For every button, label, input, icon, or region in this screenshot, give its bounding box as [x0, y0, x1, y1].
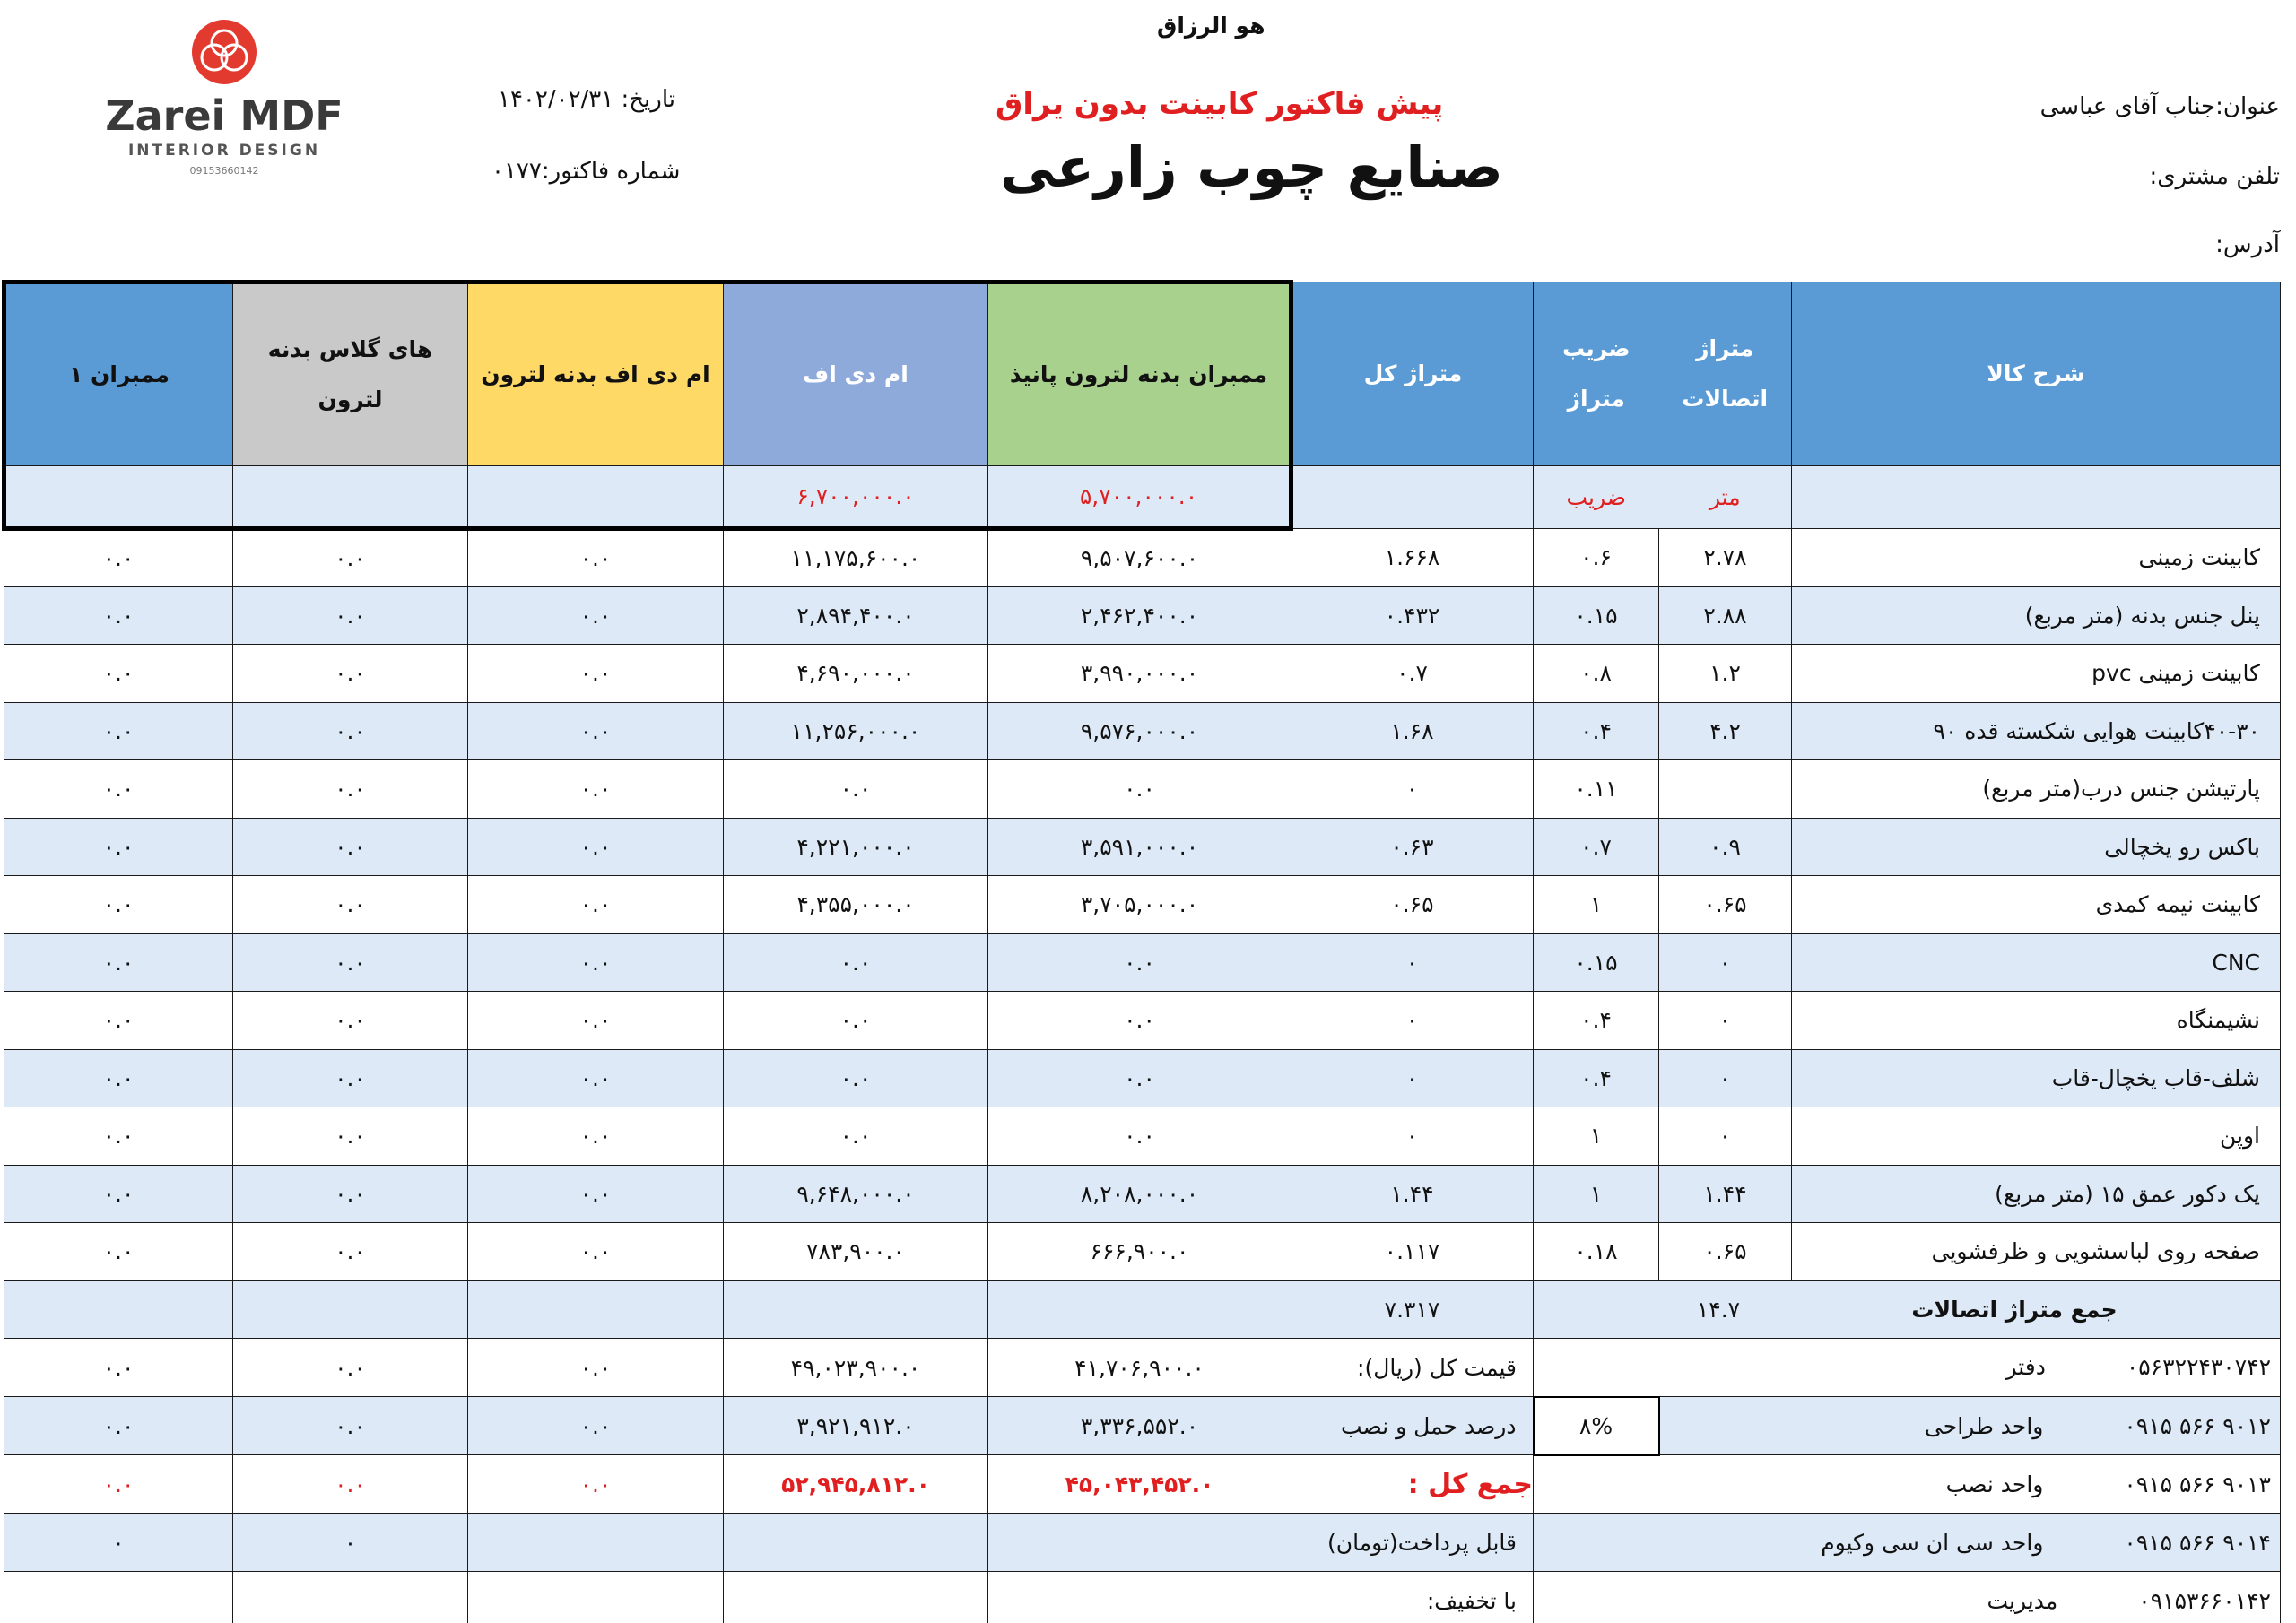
total-price-row-label: قیمت کل (ریال): [1292, 1339, 1534, 1397]
cell-membran1: ۰.۰ [4, 586, 233, 645]
col-header-coef: ضریب متراژ [1534, 282, 1659, 466]
contact-cell [1659, 1397, 2281, 1455]
payable-row-mdf_l [468, 1514, 724, 1572]
cell-conn-area: ۱.۴۴ [1659, 1165, 1792, 1223]
grand-total-row-glass: ۰.۰ [233, 1455, 468, 1514]
cell-membran1: ۰.۰ [4, 1107, 233, 1166]
invoice-number [491, 158, 680, 185]
cell-coef: ۰.۱۸ [1534, 1223, 1659, 1281]
cell-membran-pineapple: ۰.۰ [988, 760, 1292, 819]
cell-desc: کابینت نیمه کمدی [1792, 876, 2281, 934]
cell-mdf-letron: ۰.۰ [468, 992, 724, 1050]
contact-cell [1534, 1339, 2281, 1397]
address-label: آدرس: [2215, 231, 2280, 258]
install-row [4, 1397, 2281, 1455]
cell-membran1: ۰.۰ [4, 702, 233, 760]
contact-value: ۰۹۱۵ ۵۶۶ ۹۰۱۴ [2124, 1529, 2271, 1556]
cell-membran1: ۰.۰ [4, 818, 233, 876]
customer-phone-label: تلفن مشتری: [2149, 163, 2280, 190]
contact-value: ۰۵۶۳۲۲۴۳۰۷۴۲ [2126, 1354, 2271, 1381]
cell-coef: ۰.۸ [1534, 645, 1659, 703]
unit-price-mdf: ۶,۷۰۰,۰۰۰.۰ [724, 466, 988, 529]
cell-mdf: ۴,۳۵۵,۰۰۰.۰ [724, 876, 988, 934]
cell-glass-letron: ۰.۰ [233, 1049, 468, 1107]
cell-coef: ۰.۴ [1534, 702, 1659, 760]
cell-membran-pineapple: ۳,۷۰۵,۰۰۰.۰ [988, 876, 1292, 934]
cell-total-area: ۰ [1292, 1049, 1534, 1107]
install-row-membran: ۳,۳۳۶,۵۵۲.۰ [988, 1397, 1292, 1455]
install-percent-cell: ۸% [1534, 1397, 1659, 1455]
cell-glass-letron: ۰.۰ [233, 1223, 468, 1281]
cell-mdf: ۰.۰ [724, 992, 988, 1050]
col-header-membran-pineapple: ممبران بدنه لترون پانیذ [988, 282, 1292, 466]
cell-mdf-letron: ۰.۰ [468, 760, 724, 819]
cell-total-area: ۰ [1292, 992, 1534, 1050]
cell-coef: ۰.۷ [1534, 818, 1659, 876]
cell-conn-area: ۰ [1659, 1049, 1792, 1107]
sum-empty-cell [4, 1280, 233, 1339]
table-row [4, 586, 2281, 645]
cell-glass-letron: ۰.۰ [233, 1165, 468, 1223]
cell-membran-pineapple: ۹,۵۰۷,۶۰۰.۰ [988, 529, 1292, 587]
cell-glass-letron: ۰.۰ [233, 1107, 468, 1166]
sum-empty-cell [724, 1280, 988, 1339]
total-price-row-mdf_l: ۰.۰ [468, 1339, 724, 1397]
cell-conn-area: ۰ [1659, 1107, 1792, 1166]
rose-logo-icon [184, 16, 265, 88]
table-row [4, 933, 2281, 992]
cell-mdf-letron: ۰.۰ [468, 876, 724, 934]
cell-glass-letron: ۰.۰ [233, 760, 468, 819]
cell-membran1: ۰.۰ [4, 876, 233, 934]
cell-membran-pineapple: ۰.۰ [988, 992, 1292, 1050]
discount-row-mdf [724, 1572, 988, 1623]
total-price-row-glass: ۰.۰ [233, 1339, 468, 1397]
table-row [4, 1223, 2281, 1281]
cell-mdf-letron: ۰.۰ [468, 818, 724, 876]
cell-mdf-letron: ۰.۰ [468, 1049, 724, 1107]
contact-label: واحد طراحی [1924, 1412, 2044, 1439]
cell-mdf: ۰.۰ [724, 1107, 988, 1166]
unit-desc [1792, 466, 2281, 529]
cell-membran1: ۰.۰ [4, 529, 233, 587]
col-header-mdf-letron: ام دی اف بدنه لترون [468, 282, 724, 466]
grand-total-row-membran: ۴۵,۰۴۳,۴۵۲.۰ [988, 1455, 1292, 1514]
customer-name: عنوان:جناب آقای عباسی [2039, 93, 2280, 120]
cell-membran1: ۰.۰ [4, 760, 233, 819]
unit-glass [233, 466, 468, 529]
cell-conn-area: ۰ [1659, 933, 1792, 992]
cell-desc: CNC [1792, 933, 2281, 992]
table-row [4, 992, 2281, 1050]
contact-value: ۰۹۱۵۳۶۶۰۱۴۲ [2138, 1587, 2271, 1614]
contact-label: مدیریت [1987, 1587, 2058, 1614]
unit-m1 [4, 466, 233, 529]
contact-cell [1534, 1514, 2281, 1572]
payable-row-label: قابل پرداخت(تومان) [1292, 1514, 1534, 1572]
payable-row-glass: ۰ [233, 1514, 468, 1572]
total-price-row-mdf: ۴۹,۰۲۳,۹۰۰.۰ [724, 1339, 988, 1397]
cell-desc: کابینت زمینی [1792, 529, 2281, 587]
discount-row-label: با تخفیف: [1292, 1572, 1534, 1623]
cell-desc: کابینت زمینی pvc [1792, 645, 2281, 703]
cell-membran-pineapple: ۸,۲۰۸,۰۰۰.۰ [988, 1165, 1292, 1223]
cell-membran-pineapple: ۳,۹۹۰,۰۰۰.۰ [988, 645, 1292, 703]
table-row [4, 1049, 2281, 1107]
sum-conn-cell [1534, 1280, 2281, 1339]
col-header-glass-letron: های گلاس بدنه لترون [233, 282, 468, 466]
cell-mdf-letron: ۰.۰ [468, 529, 724, 587]
cell-glass-letron: ۰.۰ [233, 529, 468, 587]
cell-membran-pineapple: ۰.۰ [988, 933, 1292, 992]
unit-coef: ضریب [1534, 466, 1659, 529]
discount-row [4, 1572, 2281, 1623]
contact-value: ۰۹۱۵ ۵۶۶ ۹۰۱۳ [2124, 1471, 2271, 1497]
payable-row-m1: ۰ [4, 1514, 233, 1572]
table-row [4, 760, 2281, 819]
total-price-row-membran: ۴۱,۷۰۶,۹۰۰.۰ [988, 1339, 1292, 1397]
grand-total-row [4, 1455, 2281, 1514]
sum-empty-cell [233, 1280, 468, 1339]
sum-total-area: ۷.۳۱۷ [1292, 1280, 1534, 1339]
cell-coef: ۰.۶ [1534, 529, 1659, 587]
cell-total-area: ۱.۶۸ [1292, 702, 1534, 760]
date-value: ۱۴۰۲/۰۲/۳۱ [498, 86, 614, 113]
cell-mdf: ۰.۰ [724, 933, 988, 992]
cell-conn-area: ۰.۶۵ [1659, 1223, 1792, 1281]
unit-total-area [1292, 466, 1534, 529]
cell-desc: شلف-قاب یخچال-قاب [1792, 1049, 2281, 1107]
cell-membran1: ۰.۰ [4, 1223, 233, 1281]
grand-total-row-m1: ۰.۰ [4, 1455, 233, 1514]
date-label: تاریخ: [621, 86, 676, 113]
contact-label: واحد نصب [1945, 1471, 2044, 1497]
cell-membran1: ۰.۰ [4, 1165, 233, 1223]
cell-conn-area [1659, 760, 1792, 819]
cell-mdf-letron: ۰.۰ [468, 1223, 724, 1281]
cell-coef: ۰.۱۵ [1534, 586, 1659, 645]
invoice-table [2, 280, 2281, 1623]
cell-conn-area: ۰.۶۵ [1659, 876, 1792, 934]
cell-membran-pineapple: ۶۶۶,۹۰۰.۰ [988, 1223, 1292, 1281]
payable-row-mdf [724, 1514, 988, 1572]
cell-desc: اوپن [1792, 1107, 2281, 1166]
sum-empty-cell [988, 1280, 1292, 1339]
discount-row-mdf_l [468, 1572, 724, 1623]
table-row [4, 1107, 2281, 1166]
cell-total-area: ۰ [1292, 933, 1534, 992]
cell-total-area: ۱.۴۴ [1292, 1165, 1534, 1223]
discount-row-membran [988, 1572, 1292, 1623]
unit-mdf-letron [468, 466, 724, 529]
company-logo [99, 16, 350, 195]
cell-conn-area: ۰.۹ [1659, 818, 1792, 876]
cell-mdf: ۲,۸۹۴,۴۰۰.۰ [724, 586, 988, 645]
cell-total-area: ۰.۷ [1292, 645, 1534, 703]
invoice-no-value: ۰۱۷۷ [491, 158, 542, 185]
logo-phone: 09153660142 [189, 165, 259, 177]
sum-empty-cell [468, 1280, 724, 1339]
cell-glass-letron: ۰.۰ [233, 933, 468, 992]
cell-mdf-letron: ۰.۰ [468, 702, 724, 760]
cell-total-area: ۰.۶۵ [1292, 876, 1534, 934]
table-row [4, 645, 2281, 703]
cell-membran-pineapple: ۹,۵۷۶,۰۰۰.۰ [988, 702, 1292, 760]
table-row [4, 1165, 2281, 1223]
cell-mdf: ۹,۶۴۸,۰۰۰.۰ [724, 1165, 988, 1223]
cell-glass-letron: ۰.۰ [233, 586, 468, 645]
contact-label: واحد سی ان سی وکیوم [1821, 1529, 2044, 1556]
invoice-title: پیش فاکتور کابینت بدون یراق [996, 86, 1444, 122]
table-row [4, 529, 2281, 587]
sum-conn-value: ۱۴.۷ [1696, 1296, 1741, 1323]
payable-row [4, 1514, 2281, 1572]
cell-desc: پارتیشن جنس درب(متر مربع) [1792, 760, 2281, 819]
payable-row-membran [988, 1514, 1292, 1572]
cell-mdf: ۱۱,۱۷۵,۶۰۰.۰ [724, 529, 988, 587]
install-row-glass: ۰.۰ [233, 1397, 468, 1455]
cell-membran-pineapple: ۰.۰ [988, 1049, 1292, 1107]
total-price-row-m1: ۰.۰ [4, 1339, 233, 1397]
logo-subtitle: INTERIOR DESIGN [127, 142, 321, 160]
contact-cell [1534, 1455, 2281, 1514]
cell-desc: صفحه روی لباسشویی و ظرفشویی [1792, 1223, 2281, 1281]
col-header-desc: شرح کالا [1792, 282, 2281, 466]
invoice-table-body [4, 282, 2281, 1623]
header-row [4, 282, 2281, 466]
cell-desc: یک دکور عمق ۱۵ (متر مربع) [1792, 1165, 2281, 1223]
cell-coef: ۱ [1534, 1165, 1659, 1223]
cell-coef: ۰.۴ [1534, 992, 1659, 1050]
cell-desc: ۴۰-۳۰کابینت هوایی شکسته قده ۹۰ [1792, 702, 2281, 760]
invoice-no-label: شماره فاکتور: [541, 158, 681, 185]
discount-row-glass [233, 1572, 468, 1623]
table-row [4, 876, 2281, 934]
unit-price-membran: ۵,۷۰۰,۰۰۰.۰ [988, 466, 1292, 529]
table-row [4, 702, 2281, 760]
cell-conn-area: ۱.۲ [1659, 645, 1792, 703]
cell-total-area: ۰.۶۳ [1292, 818, 1534, 876]
cell-coef: ۰.۱۱ [1534, 760, 1659, 819]
cell-total-area: ۰ [1292, 760, 1534, 819]
cell-mdf-letron: ۰.۰ [468, 1165, 724, 1223]
company-name: صنایع چوب زارعی [1000, 135, 1503, 200]
grand-total-row-label: جمع کل : [1292, 1455, 1534, 1514]
col-header-membran1: ممبران ۱ [4, 282, 233, 466]
cell-total-area: ۰.۴۳۲ [1292, 586, 1534, 645]
install-row-mdf_l: ۰.۰ [468, 1397, 724, 1455]
cell-glass-letron: ۰.۰ [233, 818, 468, 876]
cell-membran1: ۰.۰ [4, 645, 233, 703]
logo-brand: Zarei MDF [105, 91, 344, 140]
cell-conn-area: ۰ [1659, 992, 1792, 1050]
cell-desc: نشیمنگاه [1792, 992, 2281, 1050]
cell-mdf-letron: ۰.۰ [468, 586, 724, 645]
grand-total-row-mdf: ۵۲,۹۴۵,۸۱۲.۰ [724, 1455, 988, 1514]
table-row [4, 818, 2281, 876]
cell-coef: ۱ [1534, 876, 1659, 934]
total-price-row [4, 1339, 2281, 1397]
cell-mdf-letron: ۰.۰ [468, 1107, 724, 1166]
cell-mdf: ۱۱,۲۵۶,۰۰۰.۰ [724, 702, 988, 760]
cell-coef: ۰.۴ [1534, 1049, 1659, 1107]
cell-mdf: ۴,۶۹۰,۰۰۰.۰ [724, 645, 988, 703]
cell-total-area: ۱.۶۶۸ [1292, 529, 1534, 587]
cell-total-area: ۰.۱۱۷ [1292, 1223, 1534, 1281]
cell-membran1: ۰.۰ [4, 933, 233, 992]
cell-conn-area: ۲.۸۸ [1659, 586, 1792, 645]
cell-mdf-letron: ۰.۰ [468, 933, 724, 992]
cell-conn-area: ۲.۷۸ [1659, 529, 1792, 587]
cell-coef: ۰.۱۵ [1534, 933, 1659, 992]
install-row-mdf: ۳,۹۲۱,۹۱۲.۰ [724, 1397, 988, 1455]
col-header-total-area: متراژ کل [1292, 282, 1534, 466]
unit-price-row [4, 466, 2281, 529]
cell-glass-letron: ۰.۰ [233, 992, 468, 1050]
cell-conn-area: ۴.۲ [1659, 702, 1792, 760]
cell-glass-letron: ۰.۰ [233, 645, 468, 703]
contact-cell [1534, 1572, 2281, 1623]
contact-value: ۰۹۱۵ ۵۶۶ ۹۰۱۲ [2124, 1412, 2271, 1439]
contact-label: دفتر [2005, 1354, 2046, 1381]
cell-membran1: ۰.۰ [4, 1049, 233, 1107]
cell-mdf-letron: ۰.۰ [468, 645, 724, 703]
cell-membran-pineapple: ۳,۵۹۱,۰۰۰.۰ [988, 818, 1292, 876]
grand-total-row-mdf_l: ۰.۰ [468, 1455, 724, 1514]
sum-conn-label: جمع متراژ اتصالات [1911, 1296, 2118, 1323]
cell-membran1: ۰.۰ [4, 992, 233, 1050]
cell-membran-pineapple: ۲,۴۶۲,۴۰۰.۰ [988, 586, 1292, 645]
cell-membran-pineapple: ۰.۰ [988, 1107, 1292, 1166]
cell-total-area: ۰ [1292, 1107, 1534, 1166]
cell-mdf: ۴,۲۲۱,۰۰۰.۰ [724, 818, 988, 876]
discount-row-m1 [4, 1572, 233, 1623]
cell-desc: باکس رو یخچالی [1792, 818, 2281, 876]
col-header-mdf: ام دی اف [724, 282, 988, 466]
cell-mdf: ۷۸۳,۹۰۰.۰ [724, 1223, 988, 1281]
cell-glass-letron: ۰.۰ [233, 702, 468, 760]
cell-mdf: ۰.۰ [724, 1049, 988, 1107]
unit-conn: متر [1659, 466, 1792, 529]
install-row-m1: ۰.۰ [4, 1397, 233, 1455]
sum-conn-row [4, 1280, 2281, 1339]
invoice-date [498, 86, 675, 113]
cell-coef: ۱ [1534, 1107, 1659, 1166]
top-blessing: هو الرزاق [1157, 13, 1265, 39]
install-row-label: درصد حمل و نصب [1292, 1397, 1534, 1455]
cell-glass-letron: ۰.۰ [233, 876, 468, 934]
cell-mdf: ۰.۰ [724, 760, 988, 819]
cell-desc: پنل جنس بدنه (متر مربع) [1792, 586, 2281, 645]
col-header-conn-area: متراژ اتصالات [1659, 282, 1792, 466]
